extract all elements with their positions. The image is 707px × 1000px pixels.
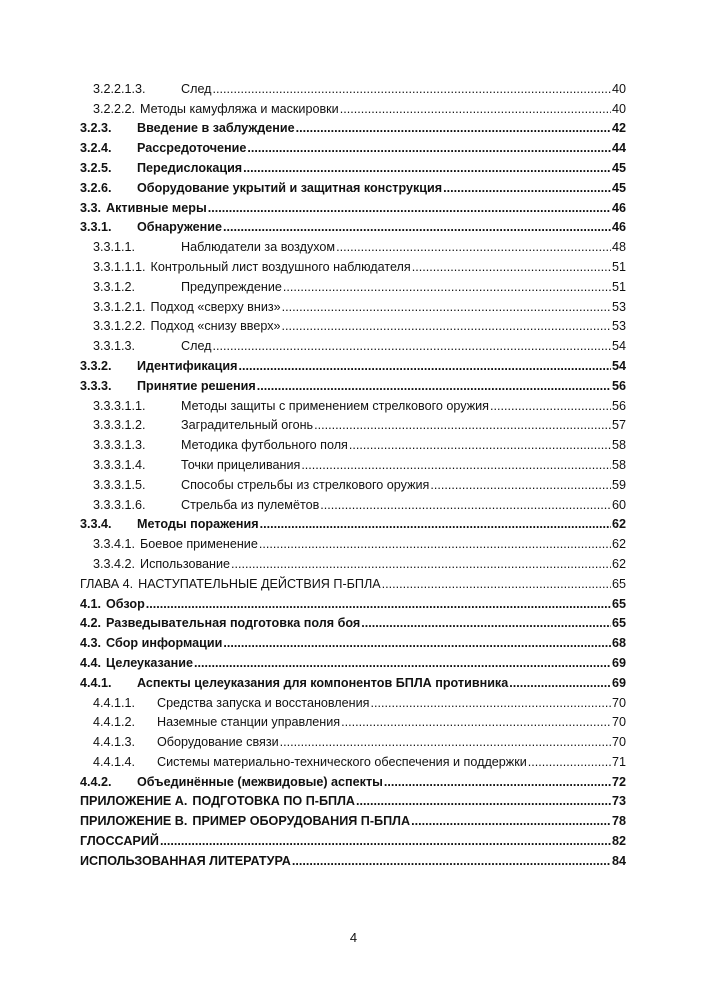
dot-leader	[283, 280, 611, 294]
toc-entry[interactable]	[80, 353, 626, 373]
toc-entry[interactable]	[80, 175, 626, 195]
dot-leader	[528, 755, 611, 769]
toc-entry-page: 69	[611, 675, 626, 690]
toc-entry-number: 3.2.2.1.3.	[93, 81, 146, 96]
dot-leader	[384, 775, 611, 789]
toc-entry-title: Подход «снизу вверх»	[150, 319, 281, 334]
dot-leader	[301, 458, 611, 472]
toc-entry-title: Активные меры	[106, 200, 207, 215]
toc-entry-number: 3.2.5.	[80, 160, 112, 175]
toc-entry-number: 3.2.6.	[80, 180, 112, 195]
toc-entry[interactable]	[80, 769, 626, 789]
toc-entry[interactable]	[80, 393, 626, 413]
toc-entry-title: Обзор	[106, 596, 145, 611]
dot-leader	[320, 498, 611, 512]
toc-entry-number: 3.3.3.1.2.	[93, 418, 146, 433]
toc-entry-number: 3.3.1.2.1.	[93, 299, 146, 314]
toc-entry[interactable]	[80, 195, 626, 215]
toc-entry-page: 56	[611, 378, 626, 393]
toc-entry[interactable]	[80, 571, 626, 591]
dot-leader	[340, 102, 611, 116]
toc-entry-number: 3.3.4.2.	[93, 556, 136, 571]
toc-entry-page: 45	[611, 180, 626, 195]
toc-entry-number: ГЛАВА 4.	[80, 576, 134, 591]
toc-entry-number: 3.3.1.2.2.	[93, 319, 146, 334]
toc-entry-page: 54	[611, 358, 626, 373]
toc-entry-number: 4.4.1.4.	[93, 754, 136, 769]
toc-entry-page: 40	[611, 101, 626, 116]
toc-entry-number: 3.3.1.	[80, 220, 112, 235]
toc-entry-page: 54	[611, 339, 626, 354]
toc-entry-number: 3.3.4.1.	[93, 537, 136, 552]
toc-entry-number: 3.3.1.2.	[93, 279, 136, 294]
toc-entry-title: Предупреждение	[181, 279, 282, 294]
dot-leader	[336, 240, 611, 254]
toc-entry-number: 3.3.	[80, 200, 102, 215]
toc-entry[interactable]	[80, 591, 626, 611]
toc-entry-title: Передислокация	[137, 160, 243, 175]
toc-entry[interactable]	[80, 848, 626, 868]
dot-leader	[257, 379, 611, 393]
toc-entry-number: 4.1.	[80, 596, 102, 611]
toc-entry-page: 53	[611, 299, 626, 314]
toc-entry[interactable]	[80, 531, 626, 551]
toc-entry-page: 57	[611, 418, 626, 433]
toc-entry[interactable]	[80, 512, 626, 532]
toc-entry-number: 3.3.3.1.4.	[93, 457, 146, 472]
toc-entry-number: 4.3.	[80, 636, 102, 651]
toc-entry-page: 51	[611, 259, 626, 274]
toc-entry[interactable]	[80, 96, 626, 116]
dot-leader	[260, 517, 611, 531]
toc-entry[interactable]	[80, 630, 626, 650]
dot-leader	[194, 656, 611, 670]
dot-leader	[213, 82, 611, 96]
toc-entry-number: 3.3.1.3.	[93, 339, 136, 354]
toc-entry[interactable]	[80, 155, 626, 175]
toc-entry-page: 60	[611, 497, 626, 512]
toc-entry-page: 69	[611, 655, 626, 670]
dot-leader	[314, 418, 611, 432]
toc-entry-page: 45	[611, 160, 626, 175]
dot-leader	[282, 300, 611, 314]
dot-leader	[243, 161, 611, 175]
toc-entry[interactable]	[80, 808, 626, 828]
dot-leader	[282, 319, 611, 333]
toc-entry[interactable]	[80, 828, 626, 848]
dot-leader	[213, 339, 611, 353]
dot-leader	[361, 616, 611, 630]
toc-entry-page: 82	[611, 834, 626, 849]
toc-entry-number: 3.3.2.	[80, 358, 112, 373]
toc-entry-title: Точки прицеливания	[181, 457, 301, 472]
toc-entry[interactable]	[80, 76, 626, 96]
dot-leader	[412, 260, 611, 274]
toc-entry-title: Рассредоточение	[137, 141, 247, 156]
toc-entry-title: Объединённые (межвидовые) аспекты	[137, 774, 383, 789]
toc-entry-number: 3.2.4.	[80, 141, 112, 156]
dot-leader	[296, 121, 611, 135]
toc-entry-page: 42	[611, 121, 626, 136]
dot-leader	[247, 141, 611, 155]
dot-leader	[370, 696, 611, 710]
toc-entry-number: ПРИЛОЖЕНИЕ А.	[80, 794, 188, 809]
toc-entry[interactable]	[80, 314, 626, 334]
toc-entry-title: НАСТУПАТЕЛЬНЫЕ ДЕЙСТВИЯ П-БПЛА	[138, 576, 381, 591]
toc-entry-page: 84	[611, 853, 626, 868]
toc-entry[interactable]	[80, 729, 626, 749]
toc-entry-title: Контрольный лист воздушного наблюдателя	[150, 259, 411, 274]
toc-entry-page: 65	[611, 616, 626, 631]
toc-entry-title: Способы стрельбы из стрелкового оружия	[181, 477, 430, 492]
toc-entry-title: Методы камуфляжа и маскировки	[140, 101, 339, 116]
toc-entry-page: 59	[611, 477, 626, 492]
toc-entry-page: 70	[611, 715, 626, 730]
toc-entry[interactable]	[80, 749, 626, 769]
toc-entry[interactable]	[80, 254, 626, 274]
toc-entry-title: Стрельба из пулемётов	[181, 497, 320, 512]
toc-entry-title: ПРИМЕР ОБОРУДОВАНИЯ П-БПЛА	[192, 814, 411, 829]
toc-entry-page: 48	[611, 240, 626, 255]
toc-entry-page: 68	[611, 636, 626, 651]
toc-entry-page: 70	[611, 695, 626, 710]
toc-entry-number: ПРИЛОЖЕНИЕ В.	[80, 814, 188, 829]
toc-entry[interactable]	[80, 274, 626, 294]
table-of-contents	[80, 76, 626, 868]
toc-entry-page: 70	[611, 735, 626, 750]
toc-entry-title: Системы материально-технического обеспечения и поддержки	[157, 754, 527, 769]
toc-entry[interactable]	[80, 215, 626, 235]
toc-entry-number: 4.4.1.2.	[93, 715, 136, 730]
toc-entry[interactable]	[80, 492, 626, 512]
dot-leader	[509, 676, 611, 690]
toc-entry[interactable]	[80, 551, 626, 571]
toc-entry-title: Введение в заблуждение	[137, 121, 295, 136]
dot-leader	[382, 577, 611, 591]
toc-entry-page: 51	[611, 279, 626, 294]
toc-entry-page: 72	[611, 774, 626, 789]
toc-entry-title: Наземные станции управления	[157, 715, 341, 730]
toc-entry-page: 62	[611, 517, 626, 532]
dot-leader	[430, 478, 611, 492]
toc-entry-title: Оборудование укрытий и защитная конструкция	[137, 180, 443, 195]
toc-entry-number: 4.2.	[80, 616, 102, 631]
toc-entry-number: 3.3.1.1.	[93, 240, 136, 255]
toc-entry-page: 62	[611, 556, 626, 571]
toc-entry-title: Боевое применение	[140, 537, 258, 552]
toc-entry-page: 40	[611, 81, 626, 96]
toc-entry[interactable]	[80, 611, 626, 631]
toc-entry-number: 3.3.3.1.5.	[93, 477, 146, 492]
toc-entry-title: Оборудование связи	[157, 735, 279, 750]
toc-entry-title: Разведывательная подготовка поля боя	[106, 616, 361, 631]
toc-entry-title: Целеуказание	[106, 655, 193, 670]
toc-entry-title: Обнаружение	[137, 220, 222, 235]
dot-leader	[490, 399, 611, 413]
dot-leader	[280, 735, 611, 749]
toc-entry[interactable]	[80, 472, 626, 492]
toc-entry-number: 3.2.2.2.	[93, 101, 136, 116]
toc-entry[interactable]	[80, 333, 626, 353]
toc-entry[interactable]	[80, 670, 626, 690]
toc-entry-title: Средства запуска и восстановления	[157, 695, 370, 710]
toc-entry[interactable]	[80, 373, 626, 393]
toc-entry-title: Принятие решения	[137, 378, 256, 393]
dot-leader	[238, 359, 611, 373]
toc-entry[interactable]	[80, 135, 626, 155]
toc-entry-title: Аспекты целеуказания для компонентов БПЛА противника	[137, 675, 509, 690]
toc-entry-title: ИСПОЛЬЗОВАННАЯ ЛИТЕРАТУРА	[80, 853, 291, 868]
toc-entry-number: 4.4.	[80, 655, 102, 670]
toc-entry-page: 46	[611, 200, 626, 215]
toc-entry[interactable]	[80, 690, 626, 710]
toc-entry-page: 56	[611, 398, 626, 413]
dot-leader	[146, 597, 611, 611]
toc-entry[interactable]	[80, 294, 626, 314]
toc-entry-number: 4.4.2.	[80, 774, 112, 789]
dot-leader	[356, 794, 611, 808]
toc-entry-page: 71	[611, 754, 626, 769]
dot-leader	[292, 854, 611, 868]
toc-entry-number: 3.3.3.1.1.	[93, 398, 146, 413]
toc-entry-number: 3.2.3.	[80, 121, 112, 136]
toc-entry-number: 4.4.1.	[80, 675, 112, 690]
page-number: 4	[349, 930, 358, 945]
toc-entry-title: Наблюдатели за воздухом	[181, 240, 336, 255]
dot-leader	[349, 438, 611, 452]
toc-entry-page: 46	[611, 220, 626, 235]
toc-entry[interactable]	[80, 789, 626, 809]
toc-entry-number: 3.3.3.1.6.	[93, 497, 146, 512]
toc-entry[interactable]	[80, 234, 626, 254]
toc-entry[interactable]	[80, 710, 626, 730]
toc-entry-number: 3.3.3.	[80, 378, 112, 393]
toc-entry-title: Идентификация	[137, 358, 238, 373]
toc-entry-title: След	[181, 339, 212, 354]
toc-entry-title: Методы защиты с применением стрелкового оружия	[181, 398, 490, 413]
toc-entry-page: 44	[611, 141, 626, 156]
toc-entry-title: Методы поражения	[137, 517, 259, 532]
toc-entry-page: 78	[611, 814, 626, 829]
toc-entry-page: 58	[611, 438, 626, 453]
dot-leader	[223, 220, 611, 234]
dot-leader	[259, 537, 611, 551]
toc-entry-number: 3.3.1.1.1.	[93, 259, 146, 274]
dot-leader	[223, 636, 611, 650]
toc-entry-page: 65	[611, 576, 626, 591]
toc-entry-number: 4.4.1.1.	[93, 695, 136, 710]
dot-leader	[160, 834, 611, 848]
toc-entry-number: 3.3.3.1.3.	[93, 438, 146, 453]
dot-leader	[231, 557, 611, 571]
toc-entry-title: Сбор информации	[106, 636, 223, 651]
toc-entry[interactable]	[80, 413, 626, 433]
toc-entry-page: 53	[611, 319, 626, 334]
toc-entry-page: 58	[611, 457, 626, 472]
toc-entry[interactable]	[80, 432, 626, 452]
toc-entry-title: След	[181, 81, 212, 96]
toc-entry-number: 3.3.4.	[80, 517, 112, 532]
dot-leader	[208, 201, 611, 215]
toc-entry-title: Подход «сверху вниз»	[150, 299, 281, 314]
toc-entry-title: ГЛОССАРИЙ	[80, 834, 159, 849]
toc-entry-page: 65	[611, 596, 626, 611]
toc-entry-title: Использование	[140, 556, 231, 571]
toc-entry-page: 73	[611, 794, 626, 809]
toc-entry-page: 62	[611, 537, 626, 552]
toc-entry[interactable]	[80, 650, 626, 670]
toc-entry-title: ПОДГОТОВКА ПО П-БПЛА	[192, 794, 356, 809]
dot-leader	[411, 814, 611, 828]
dot-leader	[341, 715, 611, 729]
dot-leader	[443, 181, 611, 195]
toc-entry[interactable]	[80, 452, 626, 472]
toc-entry-number: 4.4.1.3.	[93, 735, 136, 750]
toc-entry-title: Заградительный огонь	[181, 418, 314, 433]
toc-entry[interactable]	[80, 116, 626, 136]
toc-entry-title: Методика футбольного поля	[181, 438, 348, 453]
